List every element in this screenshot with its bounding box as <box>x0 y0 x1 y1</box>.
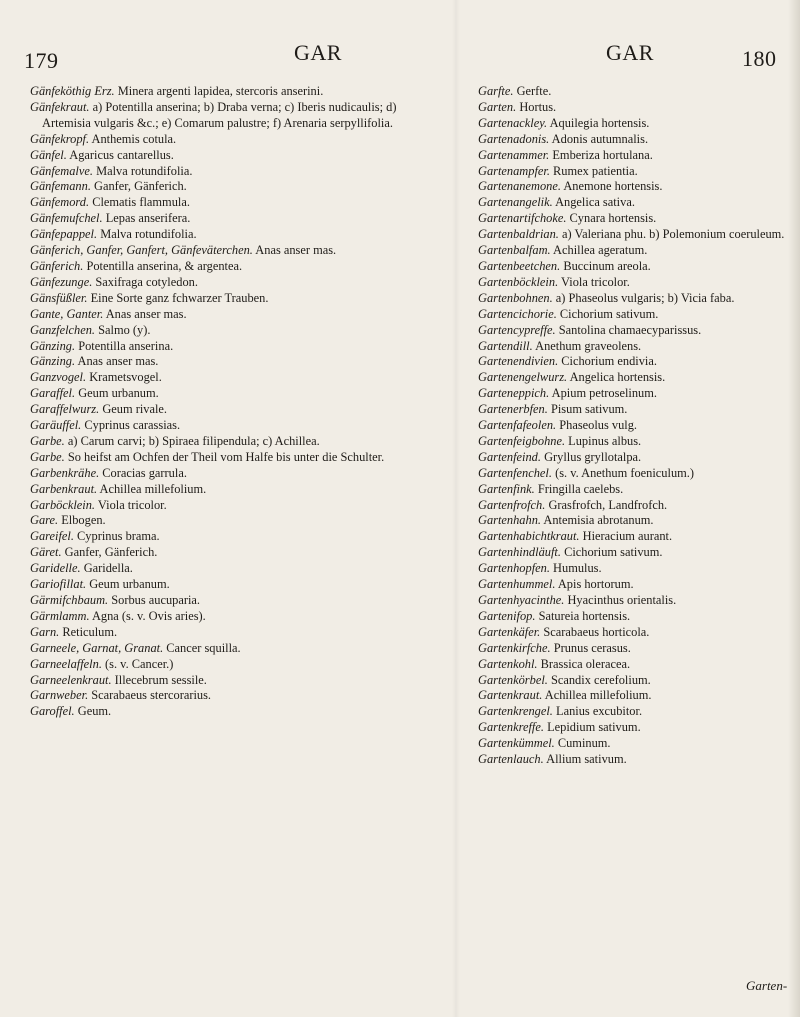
entry-definition: Humulus. <box>553 561 602 576</box>
entry-headword: Gartenerbfen. <box>478 402 548 417</box>
dictionary-entry <box>478 402 790 418</box>
entry-headword: Gartenhopfen. <box>478 561 550 576</box>
entry-definition: Garidella. <box>83 561 133 576</box>
entry-headword: Gartenkraut. <box>478 688 543 703</box>
entry-headword: Gartenendivien. <box>478 354 559 369</box>
entry-headword: Gartenbaldrian. <box>478 227 559 242</box>
entry-headword: Gartenkrengel. <box>478 704 553 719</box>
entry-definition: Antemisia abrotanum. <box>543 513 654 528</box>
dictionary-entry <box>30 211 408 227</box>
entry-headword: Gartenbeetchen. <box>478 258 561 273</box>
entry-definition: Ganfer, Gänferich. <box>64 545 158 560</box>
dictionary-entry <box>478 577 790 593</box>
dictionary-entry <box>478 259 790 275</box>
left-running-headword: GAR <box>294 40 342 65</box>
entry-definition: Agaricus cantarellus. <box>69 147 174 162</box>
entry-definition: Eine Sorte ganz fchwarzer Trauben. <box>90 290 269 305</box>
entry-definition: Apis hortorum. <box>557 577 634 592</box>
entry-headword: Gänfekropf. <box>30 131 90 146</box>
entry-headword: Gartenhyacinthe. <box>478 593 565 607</box>
entry-definition: Hyacinthus orientalis. <box>567 593 677 607</box>
entry-headword: Gänferich. <box>30 258 84 273</box>
entry-definition: Apium petroselinum. <box>551 386 657 401</box>
entry-headword: Gänfepappel. <box>30 227 98 242</box>
dictionary-entry <box>478 466 790 482</box>
entry-definition: Clematis flammula. <box>92 195 190 210</box>
entry-headword: Gariofillat. <box>30 577 87 592</box>
entry-headword: Gartenhabichtkraut. <box>478 529 580 544</box>
entry-headword: Gänfel. <box>30 147 67 162</box>
entry-definition: Geum rivale. <box>102 402 167 417</box>
entry-headword: Garaffelwurz. <box>30 402 100 417</box>
dictionary-entry <box>478 561 790 577</box>
entry-headword: Gartenackley. <box>478 115 548 130</box>
entry-headword: Gänfemann. <box>30 179 91 194</box>
catchword: Garten- <box>746 978 788 993</box>
entry-headword: Garbe. <box>30 433 65 448</box>
entry-headword: Garböcklein. <box>30 497 96 512</box>
entry-headword: Ganzvogel. <box>30 370 87 385</box>
entry-definition: Grasfrofch, Landfrofch. <box>548 497 668 512</box>
entry-definition: Phaseolus vulg. <box>559 418 638 433</box>
entry-definition: Cichorium sativum. <box>559 306 659 321</box>
entry-definition: Geum. <box>77 704 112 719</box>
entry-headword: Gartenkreffe. <box>478 720 544 735</box>
entry-definition: Achillea ageratum. <box>553 243 648 258</box>
dictionary-entry <box>30 100 408 132</box>
page-fold-shadow <box>452 0 460 1017</box>
entry-headword: Gartenfeind. <box>478 449 541 464</box>
dictionary-entry <box>30 418 408 434</box>
entry-definition: Anemone hortensis. <box>563 179 663 194</box>
entry-headword: Gare. <box>30 513 59 528</box>
entry-headword: Gartenböcklein. <box>478 274 559 289</box>
dictionary-entry <box>30 243 408 259</box>
entry-headword: Gante, Ganter. <box>30 306 104 321</box>
entry-definition: Agna (s. v. Ovis aries). <box>91 608 206 623</box>
dictionary-entry <box>478 673 790 689</box>
entry-headword: Gartenhahn. <box>478 513 541 528</box>
entry-definition: Viola tricolor. <box>561 274 630 289</box>
entry-headword: Garneelenkraut. <box>30 672 112 687</box>
dictionary-entry <box>478 132 790 148</box>
entry-definition: Prunus cerasus. <box>553 640 631 655</box>
dictionary-entry <box>478 275 790 291</box>
entry-headword: Gartenkirfche. <box>478 640 551 655</box>
entry-headword: Gartenfink. <box>478 481 535 496</box>
entry-definition: Geum urbanum. <box>89 577 170 592</box>
entry-headword: Garfte. <box>478 84 514 98</box>
dictionary-entry <box>478 370 790 386</box>
entry-headword: Gärmifchbaum. <box>30 593 109 607</box>
dictionary-entry <box>30 561 408 577</box>
entry-definition: (s. v. Cancer.) <box>105 656 174 671</box>
dictionary-entry <box>30 704 408 720</box>
dictionary-entry <box>30 275 408 291</box>
entry-definition: Rumex patientia. <box>553 163 638 178</box>
entry-headword: Gänzing. <box>30 338 76 353</box>
dictionary-entry <box>478 291 790 307</box>
entry-headword: Gartenifop. <box>478 608 536 623</box>
dictionary-entry <box>478 498 790 514</box>
dictionary-entry <box>30 466 408 482</box>
dictionary-entry <box>30 688 408 704</box>
entry-definition: Cichorium endivia. <box>561 354 657 369</box>
entry-definition: Anthemis cotula. <box>91 131 177 146</box>
left-column <box>30 84 408 720</box>
entry-headword: Garten. <box>478 99 517 114</box>
entry-headword: Gartenhindläuft. <box>478 545 561 560</box>
entry-headword: Gartenengelwurz. <box>478 370 568 385</box>
dictionary-entry <box>30 354 408 370</box>
entry-headword: Gartenanemone. <box>478 179 561 194</box>
dictionary-entry <box>30 323 408 339</box>
entry-headword: Garn. <box>30 624 60 639</box>
entry-headword: Garteneppich. <box>478 386 550 401</box>
entry-headword: Gänfekraut. <box>30 99 90 114</box>
dictionary-entry <box>30 370 408 386</box>
dictionary-entry <box>478 195 790 211</box>
entry-definition: Buccinum areola. <box>563 258 651 273</box>
entry-definition: Coracias garrula. <box>102 465 187 480</box>
entry-definition: Cyprinus carassias. <box>84 418 181 433</box>
dictionary-entry <box>478 593 790 609</box>
entry-definition: Saxifraga cotyledon. <box>95 274 198 289</box>
entry-headword: Gartenfeigbohne. <box>478 433 566 448</box>
entry-definition: Lanius excubitor. <box>556 704 643 719</box>
entry-definition: Viola tricolor. <box>97 497 167 512</box>
entry-definition: Elbogen. <box>61 513 106 528</box>
entry-definition: Angelica hortensis. <box>569 370 666 385</box>
entry-definition: Gryllus gryllotalpa. <box>544 449 642 464</box>
entry-headword: Garäuffel. <box>30 418 82 433</box>
dictionary-entry <box>478 752 790 768</box>
entry-definition: Cynara hortensis. <box>569 211 657 226</box>
dictionary-entry <box>478 529 790 545</box>
entry-definition: a) Valeriana phu. b) Polemonium coeruleum. <box>562 227 785 242</box>
entry-definition: Emberiza hortulana. <box>552 147 653 162</box>
entry-definition: a) Carum carvi; b) Spiraea filipendula; c) Achillea. <box>67 433 320 448</box>
entry-definition: Lepas anserifera. <box>105 211 191 226</box>
entry-headword: Gartenampfer. <box>478 163 550 178</box>
entry-headword: Gänferich, Ganfer, Ganfert, Gänfeväterchen. <box>30 243 253 258</box>
dictionary-entry <box>478 609 790 625</box>
entry-headword: Gartenhummel. <box>478 577 556 592</box>
entry-definition: Fringilla caelebs. <box>537 481 624 496</box>
dictionary-entry <box>30 148 408 164</box>
right-running-headword: GAR <box>606 40 654 65</box>
dictionary-entry <box>478 116 790 132</box>
entry-definition: Cichorium sativum. <box>564 545 663 560</box>
entry-headword: Garneelaffeln. <box>30 656 102 671</box>
entry-headword: Gartenkäfer. <box>478 624 541 639</box>
entry-definition: Anethum graveolens. <box>535 338 642 353</box>
running-header <box>0 40 800 80</box>
entry-headword: Garneele, Garnat, Granat. <box>30 640 164 655</box>
entry-headword: Garaffel. <box>30 386 76 401</box>
entry-headword: Gartenbalfam. <box>478 243 551 258</box>
entry-definition: Gerfte. <box>516 84 552 98</box>
dictionary-entry <box>30 450 408 466</box>
entry-definition: Hortus. <box>519 99 557 114</box>
dictionary-entry <box>478 386 790 402</box>
entry-definition: Potentilla anserina, & argentea. <box>86 258 243 273</box>
entry-headword: Gareifel. <box>30 529 74 544</box>
entry-definition: Geum urbanum. <box>78 386 159 401</box>
entry-headword: Garoffel. <box>30 704 75 719</box>
dictionary-entry <box>30 593 408 609</box>
dictionary-entry <box>30 434 408 450</box>
entry-headword: Gartendill. <box>478 338 533 353</box>
dictionary-entry <box>478 434 790 450</box>
dictionary-entry <box>30 482 408 498</box>
entry-definition: Scarabaeus stercorarius. <box>91 688 212 703</box>
dictionary-entry <box>30 545 408 561</box>
dictionary-entry <box>30 132 408 148</box>
dictionary-entry <box>30 386 408 402</box>
entry-definition: Lupinus albus. <box>568 433 642 448</box>
dictionary-entry <box>30 657 408 673</box>
dictionary-entry <box>30 641 408 657</box>
dictionary-entry <box>30 307 408 323</box>
dictionary-entry <box>30 529 408 545</box>
right-page-number: 180 <box>742 46 777 71</box>
dictionary-entry <box>30 259 408 275</box>
entry-definition: Cyprinus brama. <box>77 529 160 544</box>
dictionary-entry <box>478 307 790 323</box>
left-page-number: 179 <box>24 48 59 73</box>
entry-headword: Gartenbohnen. <box>478 290 553 305</box>
dictionary-entry <box>478 148 790 164</box>
dictionary-entry <box>30 402 408 418</box>
entry-headword: Gartenkörbel. <box>478 672 548 687</box>
entry-definition: Achillea millefolium. <box>544 688 652 703</box>
entry-definition: Malva rotundifolia. <box>96 163 193 178</box>
entry-definition: Brassica oleracea. <box>540 656 631 671</box>
entry-definition: Achillea millefolium. <box>99 481 207 496</box>
dictionary-entry <box>30 179 408 195</box>
entry-definition: Illecebrum sessile. <box>114 672 207 687</box>
entry-definition: Minera argenti lapidea, stercoris anserini. <box>117 84 324 98</box>
dictionary-entry <box>30 498 408 514</box>
entry-headword: Gänfemalve. <box>30 163 93 178</box>
entry-definition: Satureia hortensis. <box>538 608 631 623</box>
entry-definition: (s. v. Anethum foeniculum.) <box>555 465 695 480</box>
entry-definition: Reticulum. <box>62 624 118 639</box>
right-column <box>478 84 790 768</box>
entry-headword: Gartenkümmel. <box>478 736 555 751</box>
dictionary-entry <box>30 84 408 100</box>
dictionary-entry <box>30 195 408 211</box>
entry-headword: Gartenartifchoke. <box>478 211 567 226</box>
entry-headword: Gartenangelik. <box>478 195 553 210</box>
dictionary-entry <box>478 243 790 259</box>
dictionary-entry <box>478 179 790 195</box>
dictionary-entry <box>478 688 790 704</box>
entry-headword: Gartencypreffe. <box>478 322 556 337</box>
entry-headword: Gartenadonis. <box>478 131 550 146</box>
dictionary-entry <box>478 354 790 370</box>
dictionary-entry <box>478 657 790 673</box>
entry-definition: Santolina chamaecyparissus. <box>558 322 702 337</box>
dictionary-entry <box>478 164 790 180</box>
dictionary-entry <box>30 673 408 689</box>
dictionary-entry <box>478 513 790 529</box>
dictionary-entry <box>478 625 790 641</box>
entry-headword: Gartenfenchel. <box>478 465 552 480</box>
dictionary-entry <box>478 704 790 720</box>
dictionary-entry <box>478 450 790 466</box>
dictionary-entry <box>30 164 408 180</box>
entry-definition: Anas anser mas. <box>255 243 337 258</box>
entry-headword: Garbenkraut. <box>30 481 98 496</box>
entry-headword: Gartenfafeolen. <box>478 418 557 433</box>
dictionary-entry <box>30 339 408 355</box>
entry-headword: Gärmlamm. <box>30 608 90 623</box>
entry-headword: Gänfemord. <box>30 195 90 210</box>
entry-definition: Anas anser mas. <box>77 354 159 369</box>
dictionary-entry <box>478 211 790 227</box>
entry-definition: Malva rotundifolia. <box>100 227 197 242</box>
entry-definition: Salmo (y). <box>98 322 151 337</box>
dictionary-entry <box>478 418 790 434</box>
dictionary-entry <box>30 625 408 641</box>
entry-definition: Lepidium sativum. <box>547 720 641 735</box>
entry-headword: Garidelle. <box>30 561 81 576</box>
entry-headword: Ganzfelchen. <box>30 322 96 337</box>
entry-definition: Potentilla anserina. <box>78 338 174 353</box>
entry-headword: Gänzing. <box>30 354 76 369</box>
entry-definition: Anas anser mas. <box>105 306 187 321</box>
dictionary-entry <box>478 641 790 657</box>
entry-definition: Ganfer, Gänferich. <box>94 179 187 194</box>
entry-headword: Gartenfrofch. <box>478 497 546 512</box>
entry-headword: Garbenkrähe. <box>30 465 100 480</box>
entry-headword: Gartencichorie. <box>478 306 557 321</box>
entry-definition: Pisum sativum. <box>550 402 628 417</box>
entry-headword: Gäret. <box>30 545 62 560</box>
entry-headword: Gänfeköthig Erz. <box>30 84 115 98</box>
entry-definition: So heifst am Ochfen der Theil vom Halfe bis unter die Schulter. <box>67 449 385 464</box>
entry-headword: Gänfemufchel. <box>30 211 103 226</box>
entry-headword: Garbe. <box>30 449 65 464</box>
dictionary-entry <box>478 100 790 116</box>
entry-headword: Gänsfüßler. <box>30 290 88 305</box>
entry-definition: Krametsvogel. <box>89 370 162 385</box>
dictionary-entry <box>478 545 790 561</box>
entry-definition: a) Potentilla anserina; b) Draba verna; c) Iberis nudicaulis; d) Artemisia vulgaris &c.; e) Comarum palustre; f) Arenaria serpyllifolia. <box>42 99 397 130</box>
entry-headword: Garnweber. <box>30 688 89 703</box>
dictionary-entry <box>478 720 790 736</box>
entry-definition: Cuminum. <box>557 736 611 751</box>
entry-definition: Sorbus aucuparia. <box>111 593 201 607</box>
dictionary-entry <box>30 577 408 593</box>
entry-definition: Hieracium aurant. <box>582 529 673 544</box>
entry-headword: Gartenlauch. <box>478 752 544 767</box>
entry-definition: Aquilegia hortensis. <box>549 115 650 130</box>
dictionary-entry <box>30 227 408 243</box>
dictionary-entry <box>478 339 790 355</box>
entry-headword: Gartenkohl. <box>478 656 538 671</box>
entry-definition: Cancer squilla. <box>166 640 241 655</box>
entry-definition: Allium sativum. <box>546 752 627 767</box>
dictionary-entry <box>30 609 408 625</box>
entry-headword: Gänfezunge. <box>30 274 93 289</box>
entry-definition: Adonis autumnalis. <box>551 131 649 146</box>
dictionary-entry <box>478 84 790 100</box>
dictionary-entry <box>30 513 408 529</box>
entry-definition: Scarabaeus horticola. <box>543 624 650 639</box>
entry-definition: Angelica sativa. <box>555 195 635 210</box>
entry-definition: Scandix cerefolium. <box>550 672 651 687</box>
dictionary-entry <box>478 227 790 243</box>
entry-headword: Gartenammer. <box>478 147 550 162</box>
dictionary-entry <box>478 482 790 498</box>
dictionary-entry <box>478 736 790 752</box>
entry-definition: a) Phaseolus vulgaris; b) Vicia faba. <box>555 290 735 305</box>
dictionary-entry <box>478 323 790 339</box>
dictionary-entry <box>30 291 408 307</box>
